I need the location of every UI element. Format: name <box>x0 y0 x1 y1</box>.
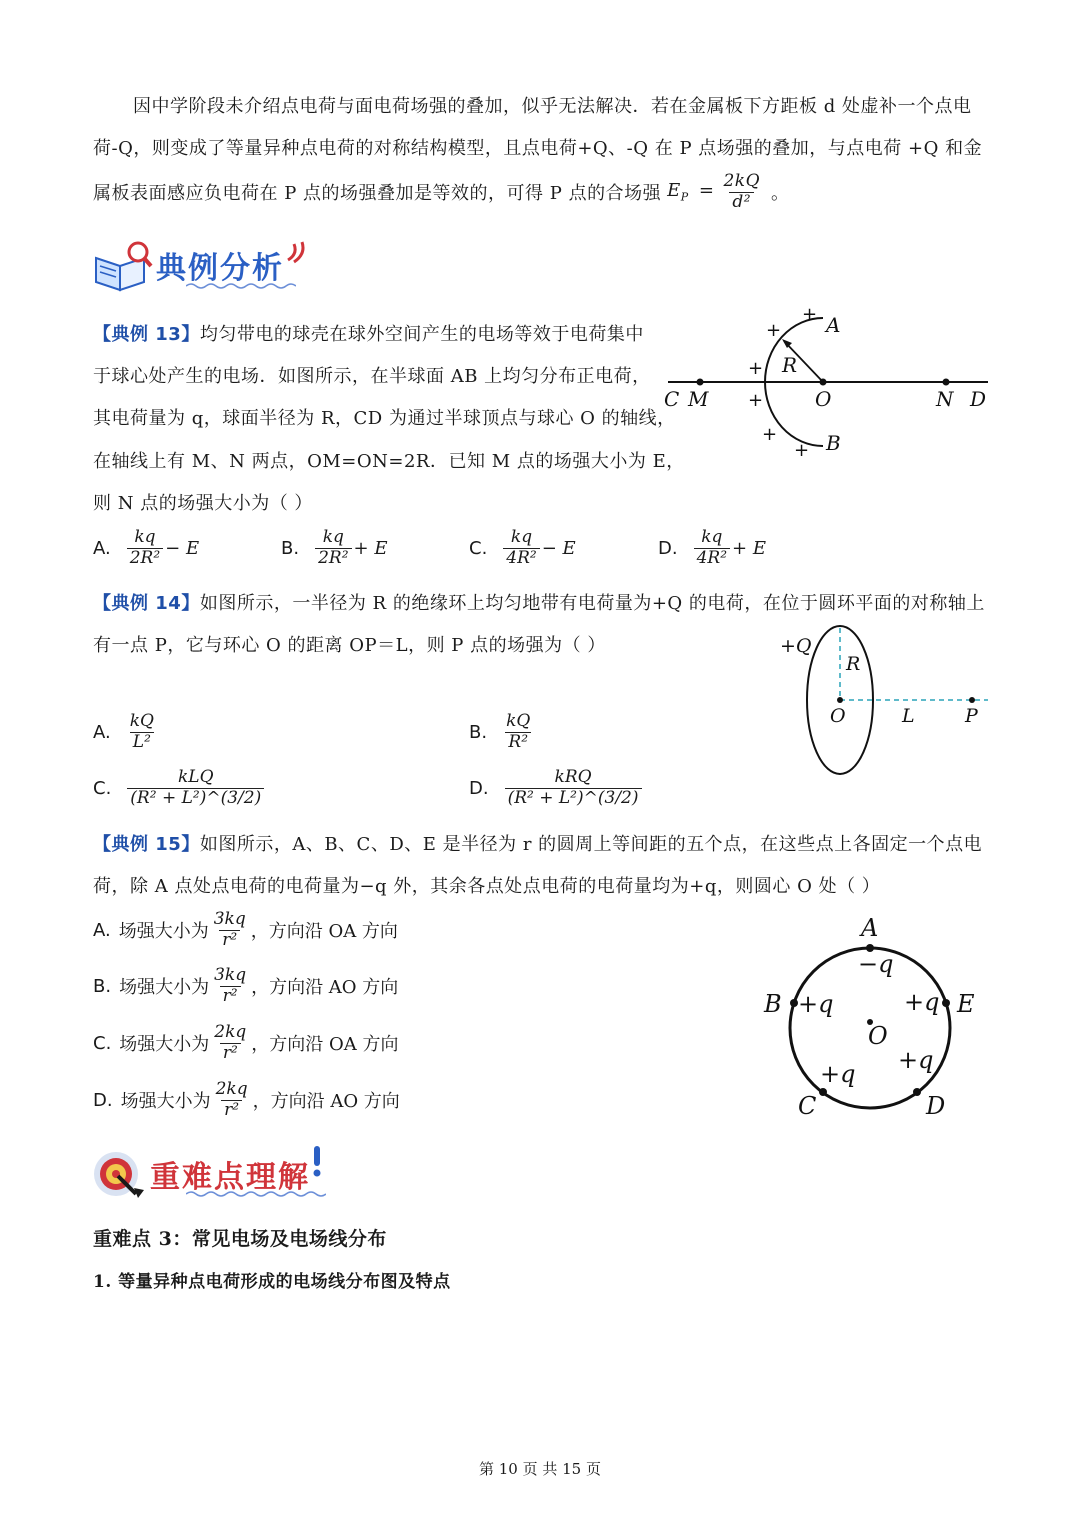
svg-text:+q: +q <box>820 1060 856 1088</box>
ex14-line-2: 有一点 P，它与环心 O 的距离 OP＝L，则 P 点的场强为（ ） <box>93 635 606 656</box>
intro-fraction <box>720 172 763 212</box>
frac-num: kLQ <box>177 767 214 787</box>
svg-text:C: C <box>664 387 680 411</box>
ex13-option-b[interactable] <box>281 528 387 568</box>
key3-heading: 重难点 3：常见电场及电场线分布 <box>93 1228 387 1250</box>
frac-den: 4R² <box>503 548 539 569</box>
ex14-tag: 【典例 14】 <box>93 593 200 614</box>
svg-text:A: A <box>826 313 841 337</box>
svg-text:D: D <box>970 387 987 411</box>
option-label: C. <box>93 1032 112 1054</box>
svg-text:A: A <box>861 914 879 942</box>
ex15-option-d[interactable] <box>93 1080 400 1120</box>
banner-wavy-underline <box>186 282 296 290</box>
svg-text:C: C <box>798 1092 817 1120</box>
ex13-option-d[interactable] <box>658 528 766 568</box>
option-label: A. <box>93 919 111 941</box>
option-pre: 场强大小为 <box>119 1034 210 1056</box>
option-post: ，方向沿 AO 方向 <box>252 1091 400 1113</box>
section-title-key: 重难点理解 <box>150 1160 310 1195</box>
formula-sub: P <box>680 190 689 204</box>
frac-den: 2R² <box>315 548 351 569</box>
frac-num: kQ <box>506 711 531 731</box>
banner-wavy-underline-2 <box>186 1190 326 1198</box>
frac-den: (R² + L²)^(3/2) <box>505 788 642 809</box>
svg-text:+: + <box>794 440 810 461</box>
exclamation-icon <box>310 1144 324 1178</box>
ex14-option-c[interactable] <box>93 768 266 808</box>
ex15-line-2: 荷，除 A 点处点电荷的电荷量为−q 外，其余各点处点电荷的电荷量均为+q，则圆心 O 处（ ） <box>93 876 881 897</box>
frac-den: r² <box>220 1043 241 1064</box>
intro-fraction-num: 2kQ <box>723 171 761 191</box>
ex15-option-b[interactable] <box>93 966 398 1006</box>
svg-text:B: B <box>764 990 782 1018</box>
option-label: D. <box>658 537 678 559</box>
option-label: B. <box>469 721 488 743</box>
option-post: ，方向沿 AO 方向 <box>251 977 399 999</box>
svg-text:+: + <box>802 306 818 325</box>
option-tail: − E <box>165 537 200 559</box>
key3-subheading: 1. 等量异种点电荷形成的电场线分布图及特点 <box>93 1272 451 1292</box>
svg-text:D: D <box>926 1092 946 1120</box>
option-label: B. <box>93 975 112 997</box>
option-tail: + E <box>353 537 388 559</box>
signal-arcs-icon <box>284 240 308 266</box>
svg-text:+Q: +Q <box>780 635 812 657</box>
frac-den: L² <box>130 732 154 753</box>
formula-e: E <box>667 180 681 202</box>
ex13-figure <box>660 306 990 462</box>
frac-den: r² <box>220 986 241 1007</box>
frac-den: R² <box>505 732 531 753</box>
target-dart-icon <box>92 1148 148 1200</box>
frac-den: r² <box>219 930 240 951</box>
svg-text:+: + <box>762 424 778 445</box>
ex15-option-a[interactable] <box>93 910 398 950</box>
ex15-figure <box>760 912 980 1122</box>
frac-den: 2R² <box>127 548 163 569</box>
option-label: B. <box>281 537 300 559</box>
svg-text:+: + <box>748 358 764 379</box>
option-pre: 场强大小为 <box>118 921 209 943</box>
svg-text:+q: +q <box>904 988 940 1016</box>
ex14-option-b[interactable] <box>469 712 535 752</box>
frac-num: kq <box>322 527 344 547</box>
ex13-text-1: 均匀带电的球壳在球外空间产生的电场等效于电荷集中 <box>199 324 644 345</box>
ex15-option-c[interactable] <box>93 1023 399 1063</box>
ex13-line-2: 于球心处产生的电场．如图所示，在半球面 AB 上均匀分布正电荷， <box>93 366 651 387</box>
ex13-line-4: 在轴线上有 M、N 两点，OM=ON=2R．已知 M 点的场强大小为 E， <box>93 451 685 472</box>
option-label: C. <box>93 777 112 799</box>
intro-line-3-text: 属板表面感应负电荷在 P 点的场强叠加是等效的，可得 P 点的合场强 <box>93 183 662 205</box>
frac-num: 2kq <box>215 1079 248 1099</box>
svg-text:E: E <box>957 990 975 1018</box>
intro-line-2: 荷-Q，则变成了等量异种点电荷的对称结构模型，且点电荷+Q、-Q 在 P 点场强的叠加，与点电荷 +Q 和金 <box>93 138 983 159</box>
svg-text:N: N <box>936 387 954 411</box>
ex13-tag: 【典例 13】 <box>93 324 200 345</box>
ex14-text-1: 如图所示，一半径为 R 的绝缘环上均匀地带有电荷量为+Q 的电荷，在位于圆环平面的对称轴上 <box>199 593 985 614</box>
svg-text:+: + <box>766 320 782 341</box>
frac-num: 3kq <box>213 909 246 929</box>
ex13-line-3: 其电荷量为 q，球面半径为 R，CD 为通过半球顶点与球心 O 的轴线， <box>93 408 676 429</box>
frac-num: kq <box>701 527 723 547</box>
intro-line-3-suffix: 。 <box>771 183 790 205</box>
intro-formula: $E_P$ = <box>667 180 715 204</box>
option-post: ，方向沿 OA 方向 <box>250 921 398 943</box>
frac-num: 2kq <box>214 1022 247 1042</box>
frac-num: 3kq <box>214 965 247 985</box>
svg-text:+q: +q <box>798 990 834 1018</box>
ex14-line-1 <box>93 589 985 615</box>
svg-text:B: B <box>826 431 841 455</box>
frac-num: kQ <box>129 711 154 731</box>
ex13-line-1 <box>93 320 644 346</box>
option-label: D. <box>469 777 489 799</box>
ex15-line-1 <box>93 830 982 856</box>
svg-text:P: P <box>965 705 978 727</box>
option-tail: − E <box>541 537 576 559</box>
frac-num: kRQ <box>554 767 592 787</box>
ex15-tag: 【典例 15】 <box>93 834 200 855</box>
frac-den: (R² + L²)^(3/2) <box>127 788 264 809</box>
frac-num: kq <box>134 527 156 547</box>
book-magnifier-icon <box>92 236 154 294</box>
svg-text:O: O <box>868 1022 888 1050</box>
intro-line-1: 因中学阶段未介绍点电荷与面电荷场强的叠加，似乎无法解决．若在金属板下方距板 d 处虚补一个点电 <box>133 96 972 117</box>
option-post: ，方向沿 OA 方向 <box>251 1034 399 1056</box>
intro-line-3 <box>93 172 790 212</box>
ex13-option-c[interactable] <box>469 528 576 568</box>
option-pre: 场强大小为 <box>119 977 210 999</box>
ex15-text-1: 如图所示，A、B、C、D、E 是半径为 r 的圆周上等间距的五个点，在这些点上各固定一个点电 <box>199 834 983 855</box>
svg-text:+: + <box>748 390 764 411</box>
frac-den: r² <box>221 1100 242 1121</box>
option-pre: 场强大小为 <box>120 1091 211 1113</box>
ex14-figure <box>778 622 992 778</box>
frac-den: 4R² <box>694 548 730 569</box>
intro-fraction-den: d² <box>729 192 754 213</box>
option-label: A. <box>93 537 111 559</box>
svg-text:+q: +q <box>898 1046 934 1074</box>
svg-text:O: O <box>830 705 846 727</box>
svg-text:R: R <box>846 653 861 675</box>
svg-text:O: O <box>815 387 832 411</box>
frac-num: kq <box>510 527 533 547</box>
page-footer: 第 10 页 共 15 页 <box>478 1460 601 1478</box>
ex13-line-5: 则 N 点的场强大小为（ ） <box>93 493 313 514</box>
option-label: C. <box>469 537 488 559</box>
ex14-option-d[interactable] <box>469 768 644 808</box>
ex13-option-a[interactable] <box>93 528 199 568</box>
option-label: D. <box>93 1089 113 1111</box>
svg-text:−q: −q <box>858 950 894 978</box>
section-title-examples: 典例分析 <box>156 251 284 286</box>
option-tail: + E <box>732 537 766 559</box>
svg-text:M: M <box>688 387 709 411</box>
ex14-option-a[interactable] <box>93 712 159 752</box>
svg-text:L: L <box>902 705 915 727</box>
svg-text:R: R <box>782 353 798 377</box>
option-label: A. <box>93 721 111 743</box>
